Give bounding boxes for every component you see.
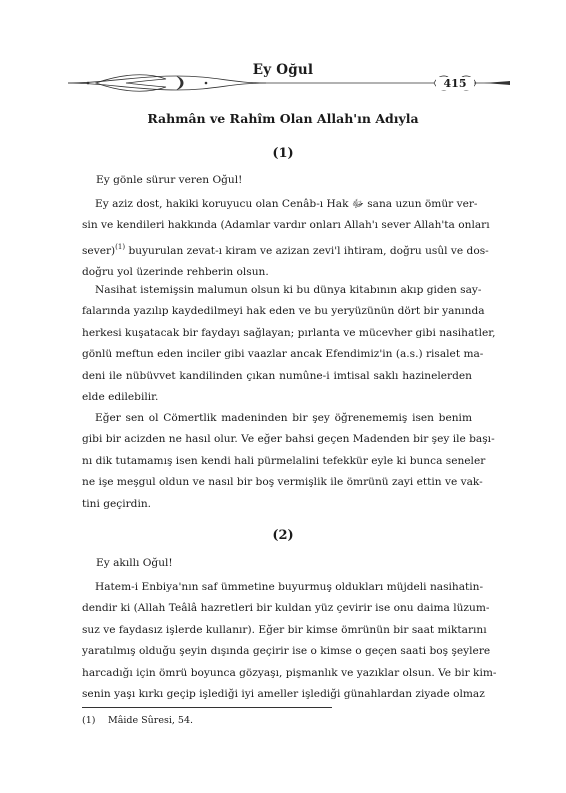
running-title: Ey Oğul: [252, 62, 314, 78]
salutation: Ey gönle sürur veren Oğul!: [96, 174, 243, 186]
footnote-reference: (1): [115, 242, 126, 251]
text-line: tini geçirdin.: [82, 497, 152, 510]
text-fragment: buyurulan zevat-ı kiram ve azizan zevi'l ihtiram, doğru usûl ve dos-: [125, 244, 489, 257]
text-line: [82, 237, 489, 262]
footnote-divider: [82, 707, 332, 708]
section-number: (1): [272, 146, 294, 161]
footnote-text: Mâide Sûresi, 54.: [108, 715, 194, 726]
text-line: doğru yol üzerinde rehberin olsun.: [82, 266, 269, 279]
paragraph: [82, 408, 495, 515]
text-line: dendir ki (Allah Teâlâ hazretleri bir kuldan yüz çevirir ise onu daima lüzum-: [82, 602, 490, 615]
text-line: sin ve kendileri hakkında (Adamlar vardır onları Allah'ı sever Allah'ta onları: [82, 219, 490, 232]
footnote: [82, 715, 193, 726]
paragraph: [82, 577, 497, 705]
page-number: 415: [436, 77, 474, 90]
text-line: Ey aziz dost, hakiki koruyucu olan Cenâb-ı Hak ﷻ sana uzun ömür ver-: [95, 198, 478, 210]
text-line: falarında yazılıp kaydedilmeyi hak eden ve bu yeryüzünün dört bir yanında: [82, 305, 485, 318]
text-line: Nasihat istemişsin malumun olsun ki bu dünya kitabının akıp giden say-: [95, 284, 482, 296]
text-line: deni ile nübüvvet kandilinden çıkan numûne-i imtisal saklı hazinelerden: [82, 369, 472, 382]
text-line: harcadığı için ömrü boyunca gözyaşı, pişmanlık ve yazıklar olsun. Ve bir kim-: [82, 666, 497, 679]
paragraph: [82, 194, 490, 284]
text-line: nı dik tutamamış isen kendi hali pürmelalini tefekkür eyle ki bunca seneler: [82, 454, 486, 467]
section-number: (2): [272, 528, 294, 543]
text-line: gönlü meftun eden inciler gibi vaazlar ancak Efendimiz'in (a.s.) risalet ma-: [82, 348, 484, 361]
chapter-title: Rahmân ve Rahîm Olan Allah'ın Adıyla: [147, 111, 419, 126]
paragraph: [82, 280, 496, 408]
text-line: Eğer sen ol Cömertlik madeninden bir şey öğrenememiş isen benim: [95, 412, 472, 424]
salutation: Ey akıllı Oğul!: [96, 557, 173, 569]
text-line: herkesi kuşatacak bir faydayı sağlayan; pırlanta ve mücevher gibi nasihatler,: [82, 326, 496, 339]
text-line: suz ve faydasız işlerde kullanır). Eğer bir kimse ömrünün bir saat miktarını: [82, 623, 487, 636]
text-line: senin yaşı kırkı geçip işlediği iyi ameller işlediği günahlardan ziyade olmaz: [82, 688, 485, 701]
text-fragment: sever): [82, 244, 116, 257]
text-line: gibi bir acizden ne hasıl olur. Ve eğer bahsi geçen Madenden bir şey ile başı-: [82, 433, 495, 446]
text-line: yaratılmış olduğu şeyin dışında geçirir ise o kimse o geçen saati boş şeylere: [82, 645, 491, 658]
footnote-number: (1): [82, 715, 96, 726]
text-line: Hatem-i Enbiya'nın saf ümmetine buyurmuş oldukları müjdeli nasihatin-: [95, 581, 484, 593]
text-line: elde edilebilir.: [82, 391, 159, 404]
text-line: ne işe meşgul oldun ve nasıl bir boş vermişlik ile ömrünü zayi ettin ve vak-: [82, 476, 483, 489]
